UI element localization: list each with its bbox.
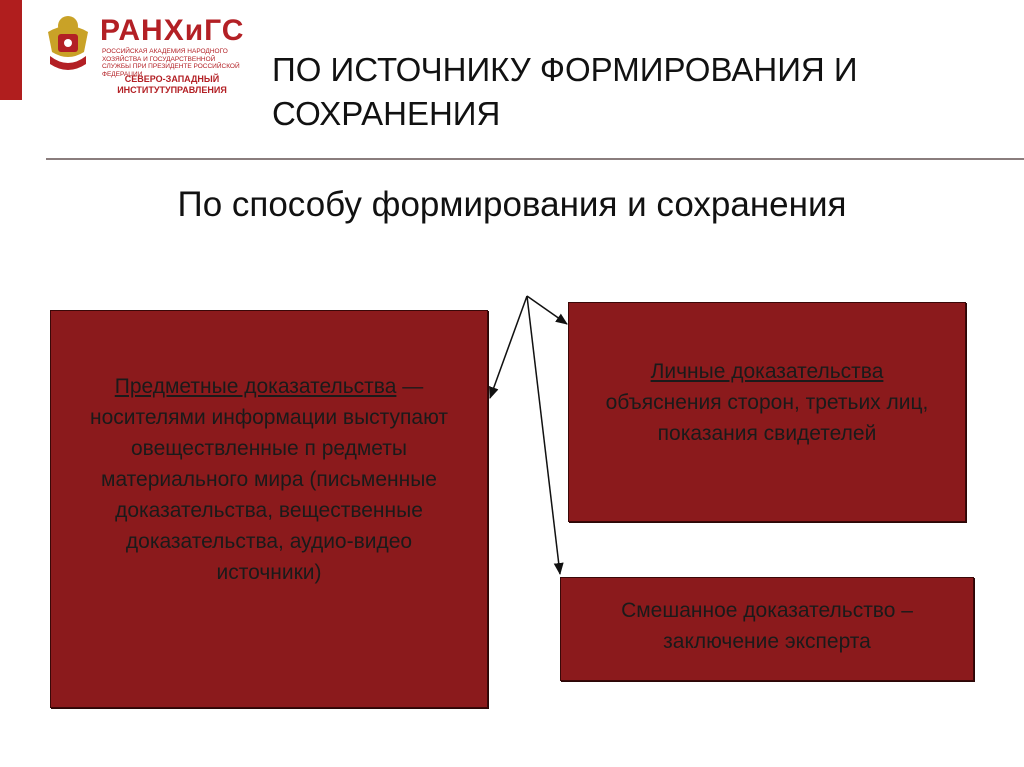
material-evidence-heading: Предметные доказательства [114, 374, 397, 398]
personal-evidence-body: объяснения сторон, третьих лиц, показания свидетелей [605, 390, 929, 445]
arrow-to-material [490, 296, 527, 398]
logo-title: РАНХиГС [100, 14, 245, 47]
arrow-to-mixed [527, 296, 560, 574]
material-evidence-box [50, 310, 488, 708]
slide-subtitle: По способу формирования и сохранения [177, 185, 847, 224]
mixed-evidence-box [560, 577, 974, 681]
personal-evidence-box [568, 302, 966, 522]
personal-evidence-text [591, 356, 943, 449]
slide-title: ПО ИСТОЧНИКУ ФОРМИРОВАНИЯ И СОХРАНЕНИЯ [272, 51, 858, 132]
title-divider [46, 158, 1024, 160]
personal-evidence-heading: Личные доказательства [650, 359, 884, 383]
logo-branch-name: СЕВЕРО-ЗАПАДНЫЙ ИНСТИТУТУПРАВЛЕНИЯ [117, 74, 227, 95]
mixed-evidence-text: Смешанное доказательство – заключение эксперта [621, 599, 913, 653]
arrow-to-personal [527, 296, 567, 324]
left-accent-stripe [0, 0, 22, 100]
material-evidence-text [79, 371, 459, 588]
eagle-emblem-icon [44, 12, 92, 76]
logo-academy-name: РОССИЙСКАЯ АКАДЕМИЯ НАРОДНОГО ХОЗЯЙСТВА И ГОСУДАРСТВЕННОЙ СЛУЖБЫ ПРИ ПРЕЗИДЕНТЕ РОССИЙСКОЙ ФЕДЕРАЦИИ [102, 48, 240, 78]
material-evidence-body: — носителями информации выступают овеществленные п редметы материального мира (письменные доказательства, вещественные доказательства, аудио-видео источники) [90, 374, 448, 584]
ranepa-logo [40, 8, 245, 100]
